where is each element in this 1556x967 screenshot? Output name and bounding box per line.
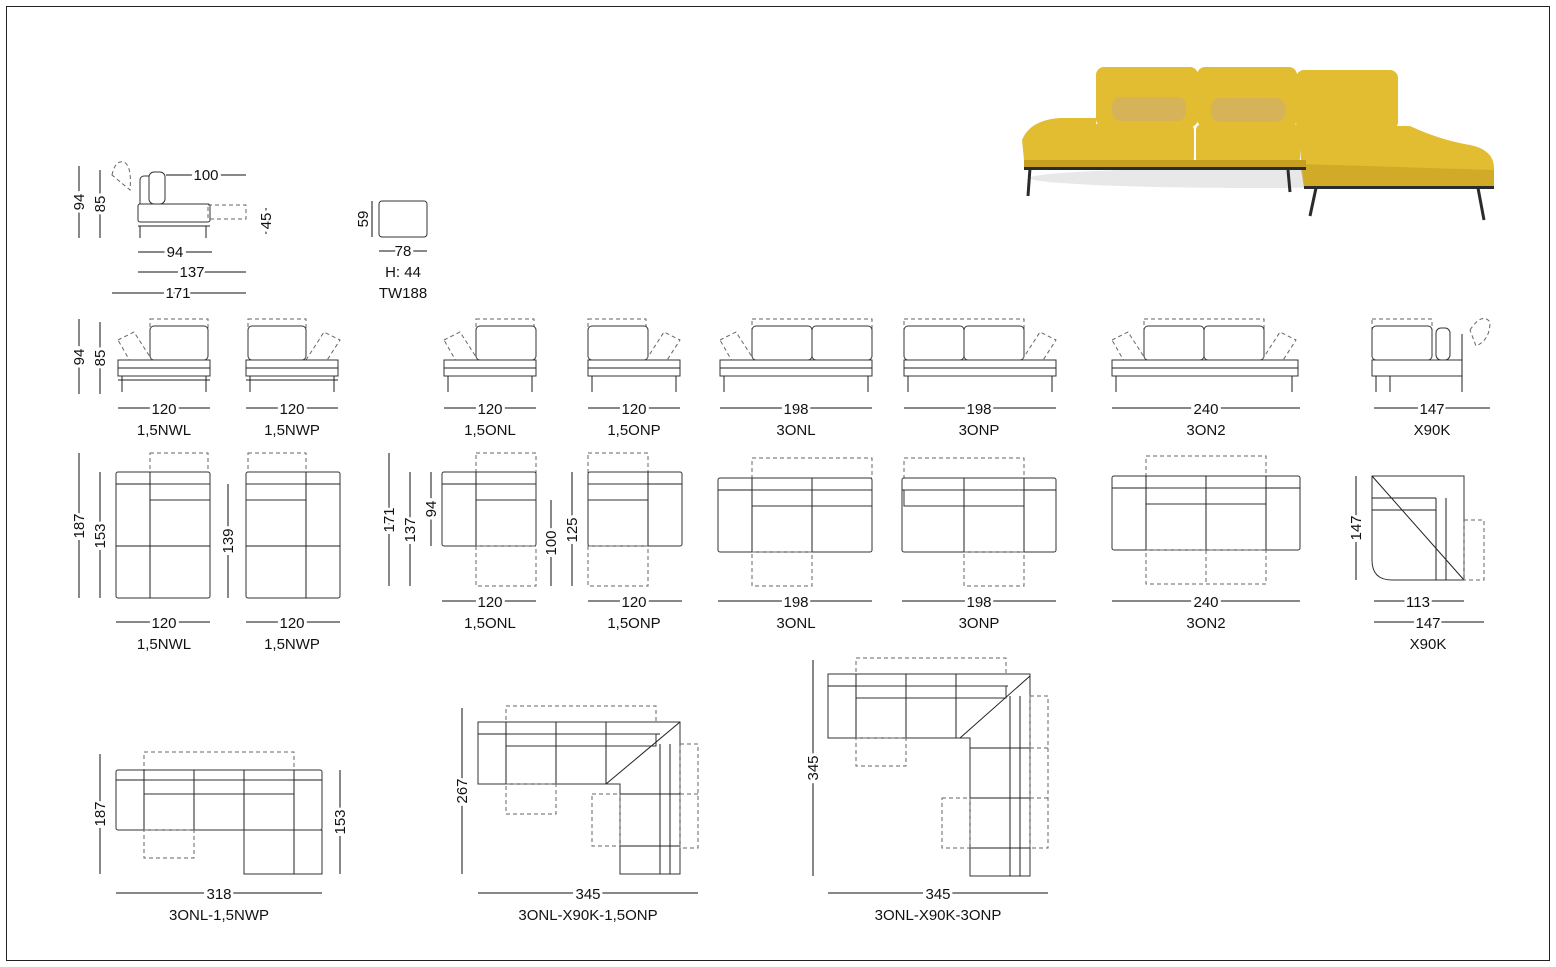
model-code-label: X90K xyxy=(1409,636,1447,653)
width-label: 240 xyxy=(1193,401,1219,418)
model-code-label: 3ON2 xyxy=(1186,615,1226,632)
model-code-label: 1,5ONL xyxy=(464,615,516,632)
combo-depth-label: 153 xyxy=(332,809,349,835)
plan-depth-label: 139 xyxy=(220,528,237,554)
pillow xyxy=(1112,97,1186,121)
elevation-1-5nwl xyxy=(118,319,210,392)
elevation-labels xyxy=(137,401,1450,439)
combo-3onl-x90k-3onp xyxy=(805,658,1048,924)
plan-depth-label: 94 xyxy=(423,500,440,518)
seat-level-label: 45 xyxy=(258,212,275,230)
width-label: 120 xyxy=(279,401,305,418)
elevation-3onl xyxy=(720,319,872,392)
model-code-label: 3ONL xyxy=(776,422,816,439)
width-label: 198 xyxy=(966,594,992,611)
plan-3on2 xyxy=(1112,456,1300,584)
model-code-label: 3ON2 xyxy=(1186,422,1226,439)
seat-cushion xyxy=(1078,124,1194,164)
stool-height-label: H: 44 xyxy=(385,264,421,281)
model-code-label: 1,5ONP xyxy=(607,422,661,439)
seat-height-label: 85 xyxy=(92,195,109,213)
plan-1-5nwp xyxy=(246,453,340,598)
plan-1-5nwl xyxy=(116,453,210,598)
width-label: 120 xyxy=(477,594,503,611)
plan-labels xyxy=(137,594,1446,653)
plan-depth-label: 125 xyxy=(564,517,581,543)
seat-depth-label: 94 xyxy=(166,244,184,261)
plan-1-5onl xyxy=(442,453,536,586)
model-code-label: 3ONP xyxy=(958,422,1000,439)
plan-3onl xyxy=(718,458,872,586)
combo-depth-label: 187 xyxy=(92,801,109,827)
model-code-label: 3ONP xyxy=(958,615,1000,632)
model-code-label: 1,5ONP xyxy=(607,615,661,632)
combo-code-label: 3ONL-X90K-1,5ONP xyxy=(518,907,658,924)
product-photo xyxy=(1022,67,1494,220)
extended-depth-label: 137 xyxy=(179,264,205,281)
plan-depth-label: 137 xyxy=(402,517,419,543)
plan-x90k xyxy=(1372,476,1484,580)
elevation-1-5nwp xyxy=(246,319,340,392)
width-label: 120 xyxy=(151,615,177,632)
model-code-label: 1,5NWP xyxy=(264,636,320,653)
plan-seat-depth-label: 153 xyxy=(92,523,109,549)
combination-row xyxy=(92,658,1048,924)
combo-code-label: 3ONL-X90K-3ONP xyxy=(874,907,1002,924)
width-label: 120 xyxy=(621,594,647,611)
plan-3onp xyxy=(902,458,1056,586)
combo-width-label: 345 xyxy=(925,886,951,903)
stool-diagram xyxy=(355,201,427,302)
plan-depth-label: 147 xyxy=(1348,515,1365,541)
elevation-1-5onp xyxy=(588,319,680,392)
inner-width-label: 113 xyxy=(1406,594,1430,611)
elevation-3on2 xyxy=(1112,319,1298,392)
side-profile-diagram xyxy=(71,162,275,302)
max-depth-label: 171 xyxy=(165,285,191,302)
elevation-height: 94 xyxy=(71,348,88,366)
stool-depth-label: 59 xyxy=(355,210,372,228)
elevation-seat-height: 85 xyxy=(92,349,109,367)
plan-depth-label: 171 xyxy=(381,507,398,533)
combo-3onl-x90k-1-5onp xyxy=(454,706,698,924)
elevation-x90k xyxy=(1372,318,1490,392)
width-label: 198 xyxy=(783,594,809,611)
width-label: 147 xyxy=(1419,401,1445,418)
elevation-3onp xyxy=(904,319,1056,392)
width-label: 198 xyxy=(783,401,809,418)
stool-code-label: TW188 xyxy=(378,285,428,302)
width-label: 147 xyxy=(1415,615,1441,632)
plan-1-5onp xyxy=(588,453,682,586)
width-label: 120 xyxy=(151,401,177,418)
plan-depth-label: 100 xyxy=(543,530,560,556)
model-code-label: 1,5NWL xyxy=(136,422,192,439)
elevation-1-5onl xyxy=(444,319,536,392)
stool-width-label: 78 xyxy=(394,243,412,260)
width-label: 240 xyxy=(1193,594,1219,611)
combo-3onl-1-5nwp xyxy=(92,752,349,924)
width-label: 120 xyxy=(621,401,647,418)
model-code-label: 1,5NWL xyxy=(136,636,192,653)
width-label: 198 xyxy=(966,401,992,418)
depth-label: 100 xyxy=(193,167,219,184)
model-code-label: 1,5ONL xyxy=(464,422,516,439)
width-label: 120 xyxy=(477,401,503,418)
width-label: 120 xyxy=(279,615,305,632)
combo-width-label: 318 xyxy=(206,886,232,903)
elevation-row xyxy=(71,318,1490,439)
model-code-label: 1,5NWP xyxy=(264,422,320,439)
combo-depth-label: 267 xyxy=(454,778,471,804)
model-code-label: 3ONL xyxy=(776,615,816,632)
combo-code-label: 3ONL-1,5NWP xyxy=(168,907,270,924)
combo-width-label: 345 xyxy=(575,886,601,903)
combo-depth-label: 345 xyxy=(805,755,822,781)
plan-row xyxy=(71,453,1484,653)
plan-depth-label: 187 xyxy=(71,513,88,539)
height-label: 94 xyxy=(71,193,88,211)
model-code-label: X90K xyxy=(1413,422,1451,439)
